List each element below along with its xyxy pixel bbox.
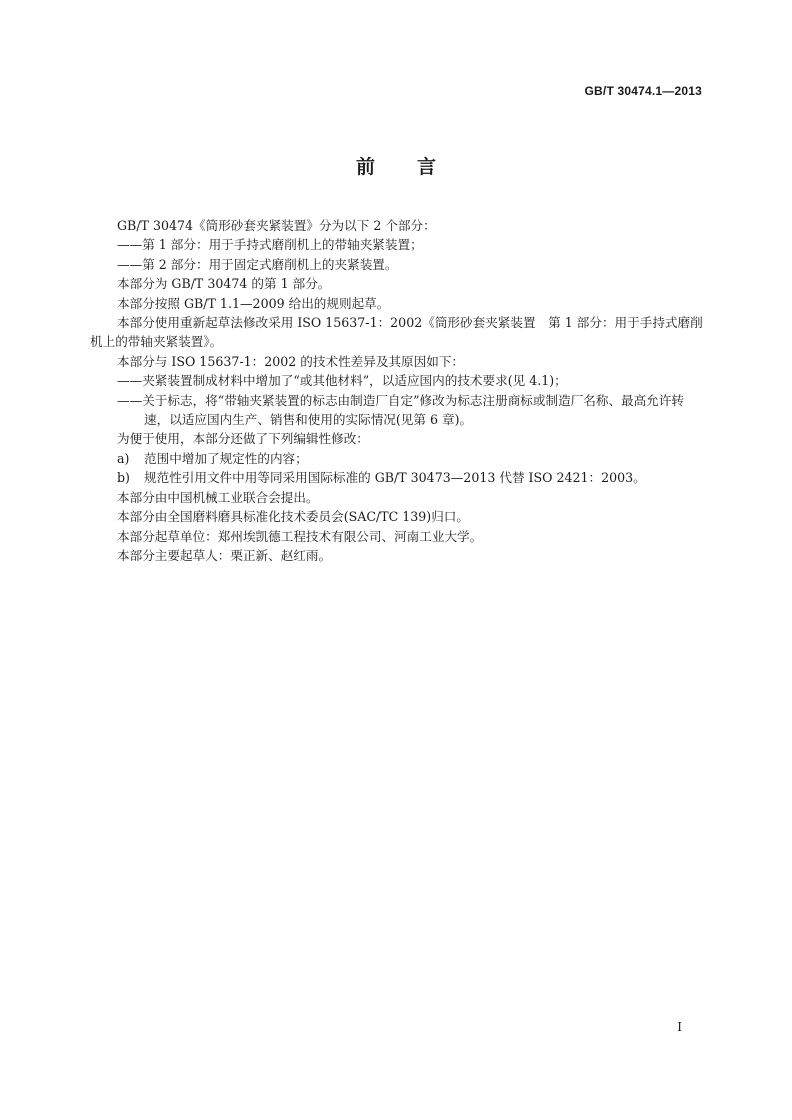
list-item <box>90 468 704 487</box>
body-paragraph: 本部分与 ISO 15637-1：2002 的技术性差异及其原因如下： <box>117 353 465 369</box>
page-title: 前言 <box>355 156 478 178</box>
standard-code: GB/T 30474.1—2013 <box>584 84 702 98</box>
list-marker: b) <box>117 470 130 486</box>
body-paragraph: 本部分使用重新起草法修改采用 ISO 15637-1：2002《筒形砂套夹紧装置 第 1 部分：用于手持式磨削机上的带轴夹紧装置》。 <box>90 315 703 350</box>
list-item <box>90 449 704 468</box>
body-paragraph: 本部分按照 GB/T 1.1—2009 给出的规则起草。 <box>117 295 390 311</box>
page-number: I <box>677 1020 682 1034</box>
list-marker: a) <box>117 450 130 466</box>
body-paragraph: 本部分主要起草人：栗正新、赵红雨。 <box>117 547 332 563</box>
body-paragraph: 为便于使用，本部分还做了下列编辑性修改： <box>117 431 369 447</box>
body-paragraph: 本部分起草单位：郑州埃凯德工程技术有限公司、河南工业大学。 <box>117 528 483 544</box>
body-paragraph: 本部分为 GB/T 30474 的第 1 部分。 <box>117 276 331 292</box>
list-item-text: 范围中增加了规定性的内容； <box>144 450 308 466</box>
body-paragraph: 本部分由中国机械工业联合会提出。 <box>117 489 319 505</box>
document-body <box>90 216 704 565</box>
list-item-text: 规范性引用文件中用等同采用国际标准的 GB/T 30473—2013 代替 ISO 2421：2003。 <box>144 470 646 486</box>
dash-item: ——第 1 部分：用于手持式磨削机上的带轴夹紧装置； <box>117 237 423 253</box>
dash-item: ——第 2 部分：用于固定式磨削机上的夹紧装置。 <box>117 256 398 272</box>
body-paragraph: GB/T 30474《筒形砂套夹紧装置》分为以下 2 个部分： <box>117 218 436 233</box>
dash-item: ——夹紧装置制成材料中增加了“或其他材料”，以适应国内的技术要求(见 4.1)； <box>117 373 567 389</box>
body-paragraph: 本部分由全国磨料磨具标准化技术委员会(SAC/TC 139)归口。 <box>117 509 469 525</box>
dash-item: ——关于标志，将“带轴夹紧装置的标志由制造厂自定”修改为标志注册商标或制造厂名称、最高允许转速，以适应国内生产、销售和使用的实际情况(见第 6 章)。 <box>117 392 685 428</box>
